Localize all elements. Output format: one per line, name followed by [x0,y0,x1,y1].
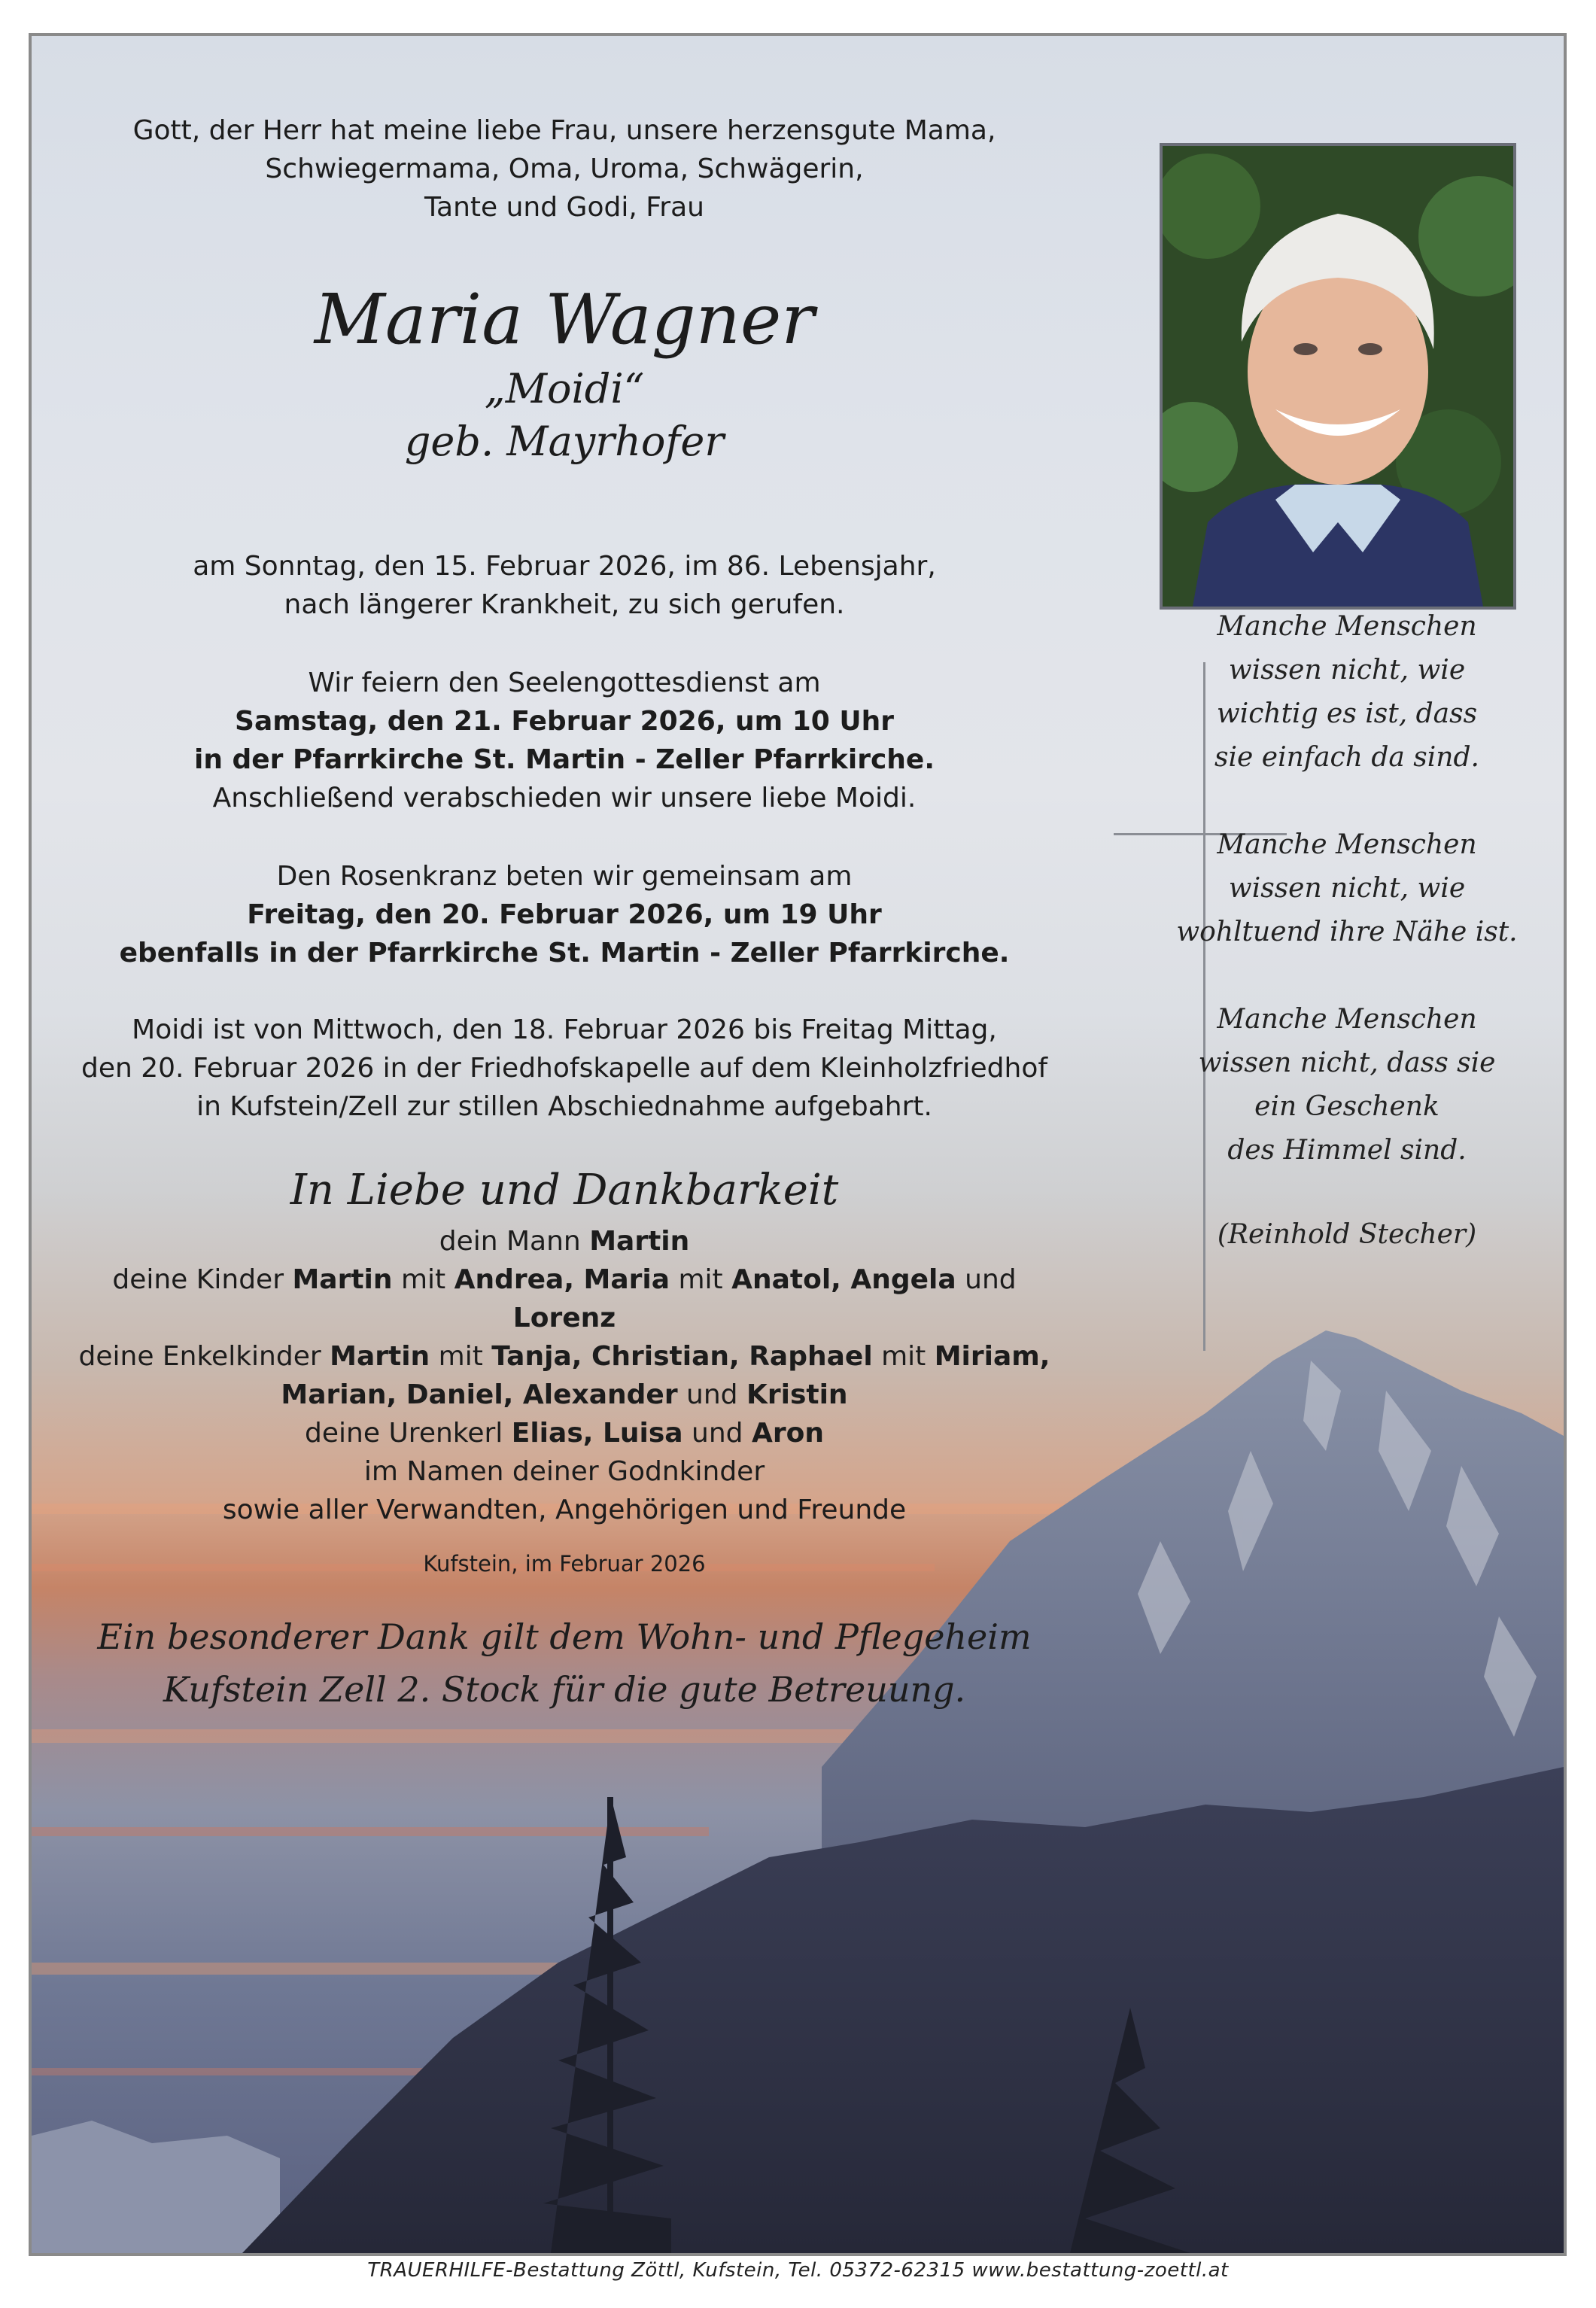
intro-block [68,111,1061,227]
grandchild-name: Kristin [746,1379,848,1410]
grandchild-name: Marian, Daniel, Alexander [281,1379,678,1410]
mourners-grandchildren-1 [68,1337,1061,1376]
verse-line: Manche Menschen [1217,829,1477,860]
viewing-block [68,1011,1061,1126]
deceased-nickname: „Moidi“ [484,365,645,412]
connector: mit [670,1264,732,1295]
verse-line: wissen nicht, wie [1228,873,1466,904]
verse-line: des Himmel sind. [1227,1135,1467,1166]
great-grandchild-name: Elias, Luisa [511,1418,683,1449]
mourners-block [68,1159,1061,1529]
thanks-line-2: Kufstein Zell 2. Stock für die gute Betreuung. [163,1669,966,1710]
verse-line: Manche Menschen [1217,611,1477,642]
service-line-2: Samstag, den 21. Februar 2026, um 10 Uhr [235,706,894,737]
verse-line: wohltuend ihre Nähe ist. [1176,917,1518,947]
verse-stanza-2 [1174,823,1520,954]
connector: mit [872,1341,935,1372]
intro-line-1: Gott, der Herr hat meine liebe Frau, unsere herzensgute Mama, [132,115,996,146]
mourners-husband [68,1222,1061,1260]
service-block [68,664,1061,817]
husband-name: Martin [589,1226,690,1257]
service-line-1: Wir feiern den Seelengottesdienst am [308,667,821,698]
rosary-line-1: Den Rosenkranz beten wir gemeinsam am [276,861,853,892]
connector: und [956,1264,1017,1295]
service-line-4: Anschließend verabschieden wir unsere liebe Moidi. [212,783,917,813]
intro-line-3: Tante und Godi, Frau [424,192,704,223]
place-date: Kufstein, im Februar 2026 [423,1551,706,1577]
portrait-image [1163,146,1513,607]
portrait-photo [1160,143,1516,610]
verse-line: wissen nicht, wie [1228,655,1466,686]
child-name: Martin [292,1264,393,1295]
verse-line: sie einfach da sind. [1214,742,1479,773]
thanks-block [60,1610,1069,1716]
great-grandchild-name: Aron [751,1418,824,1449]
verse-line: Manche Menschen [1217,1004,1477,1035]
mourners-grandchildren-2 [68,1376,1061,1414]
verse-stanza-1 [1174,605,1520,780]
footer-funeral-home: TRAUERHILFE-Bestattung Zöttl, Kufstein, Tel. 05372-62315 www.bestattung-zoettl.at [367,2259,1229,2282]
verse-author: (Reinhold Stecher) [1217,1219,1477,1250]
connector: mit [392,1264,454,1295]
mourners-great-grandchildren [68,1414,1061,1452]
mourners-children [68,1260,1061,1337]
great-grandchildren-label: deine Urenkerl [305,1418,512,1449]
place-date-block [68,1549,1061,1579]
grandchild-name: Miriam, [934,1341,1050,1372]
death-block [68,547,1061,624]
rosary-line-3: ebenfalls in der Pfarrkirche St. Martin - Zeller Pfarrkirche. [119,938,1010,969]
connector: und [677,1379,746,1410]
connector: und [682,1418,752,1449]
thanks-line-1: Ein besonderer Dank gilt dem Wohn- und Pflegeheim [97,1616,1032,1657]
mourners-godchildren: im Namen deiner Godnkinder [363,1456,765,1487]
children-label: deine Kinder [112,1264,293,1295]
connector: mit [430,1341,492,1372]
deceased-birth-name: geb. Mayrhofer [404,418,725,465]
intro-line-2: Schwiegermama, Oma, Uroma, Schwägerin, [265,154,864,184]
child-name: Lorenz [512,1303,616,1333]
verse-line: wissen nicht, dass sie [1198,1048,1496,1078]
deceased-block [68,278,1061,468]
grandchildren-label: deine Enkelkinder [78,1341,330,1372]
viewing-line-1: Moidi ist von Mittwoch, den 18. Februar 2026 bis Freitag Mittag, [132,1014,997,1045]
viewing-line-2: den 20. Februar 2026 in der Friedhofskapelle auf dem Kleinholzfriedhof [81,1053,1048,1084]
verse-line: ein Geschenk [1254,1091,1439,1122]
child-name: Anatol, Angela [731,1264,956,1295]
rosary-line-2: Freitag, den 20. Februar 2026, um 19 Uhr [247,899,882,930]
rosary-block [68,857,1061,972]
death-line-2: nach längerer Krankheit, zu sich gerufen. [284,589,845,620]
viewing-line-3: in Kufstein/Zell zur stillen Abschiednahme aufgebahrt. [196,1091,932,1122]
service-line-3: in der Pfarrkirche St. Martin - Zeller Pfarrkirche. [193,744,935,775]
child-name: Andrea, Maria [454,1264,670,1295]
verse-line: wichtig es ist, dass [1216,698,1478,729]
death-line-1: am Sonntag, den 15. Februar 2026, im 86. Lebensjahr, [193,551,936,582]
verse-stanza-3 [1174,998,1520,1172]
grandchild-name: Martin [330,1341,430,1372]
mourners-heading: In Liebe und Dankbarkeit [290,1166,839,1215]
mourners-relatives: sowie aller Verwandten, Angehörigen und Freunde [222,1495,907,1525]
grandchild-name: Tanja, Christian, Raphael [491,1341,873,1372]
deceased-name: Maria Wagner [314,279,815,360]
husband-label: dein Mann [439,1226,590,1257]
